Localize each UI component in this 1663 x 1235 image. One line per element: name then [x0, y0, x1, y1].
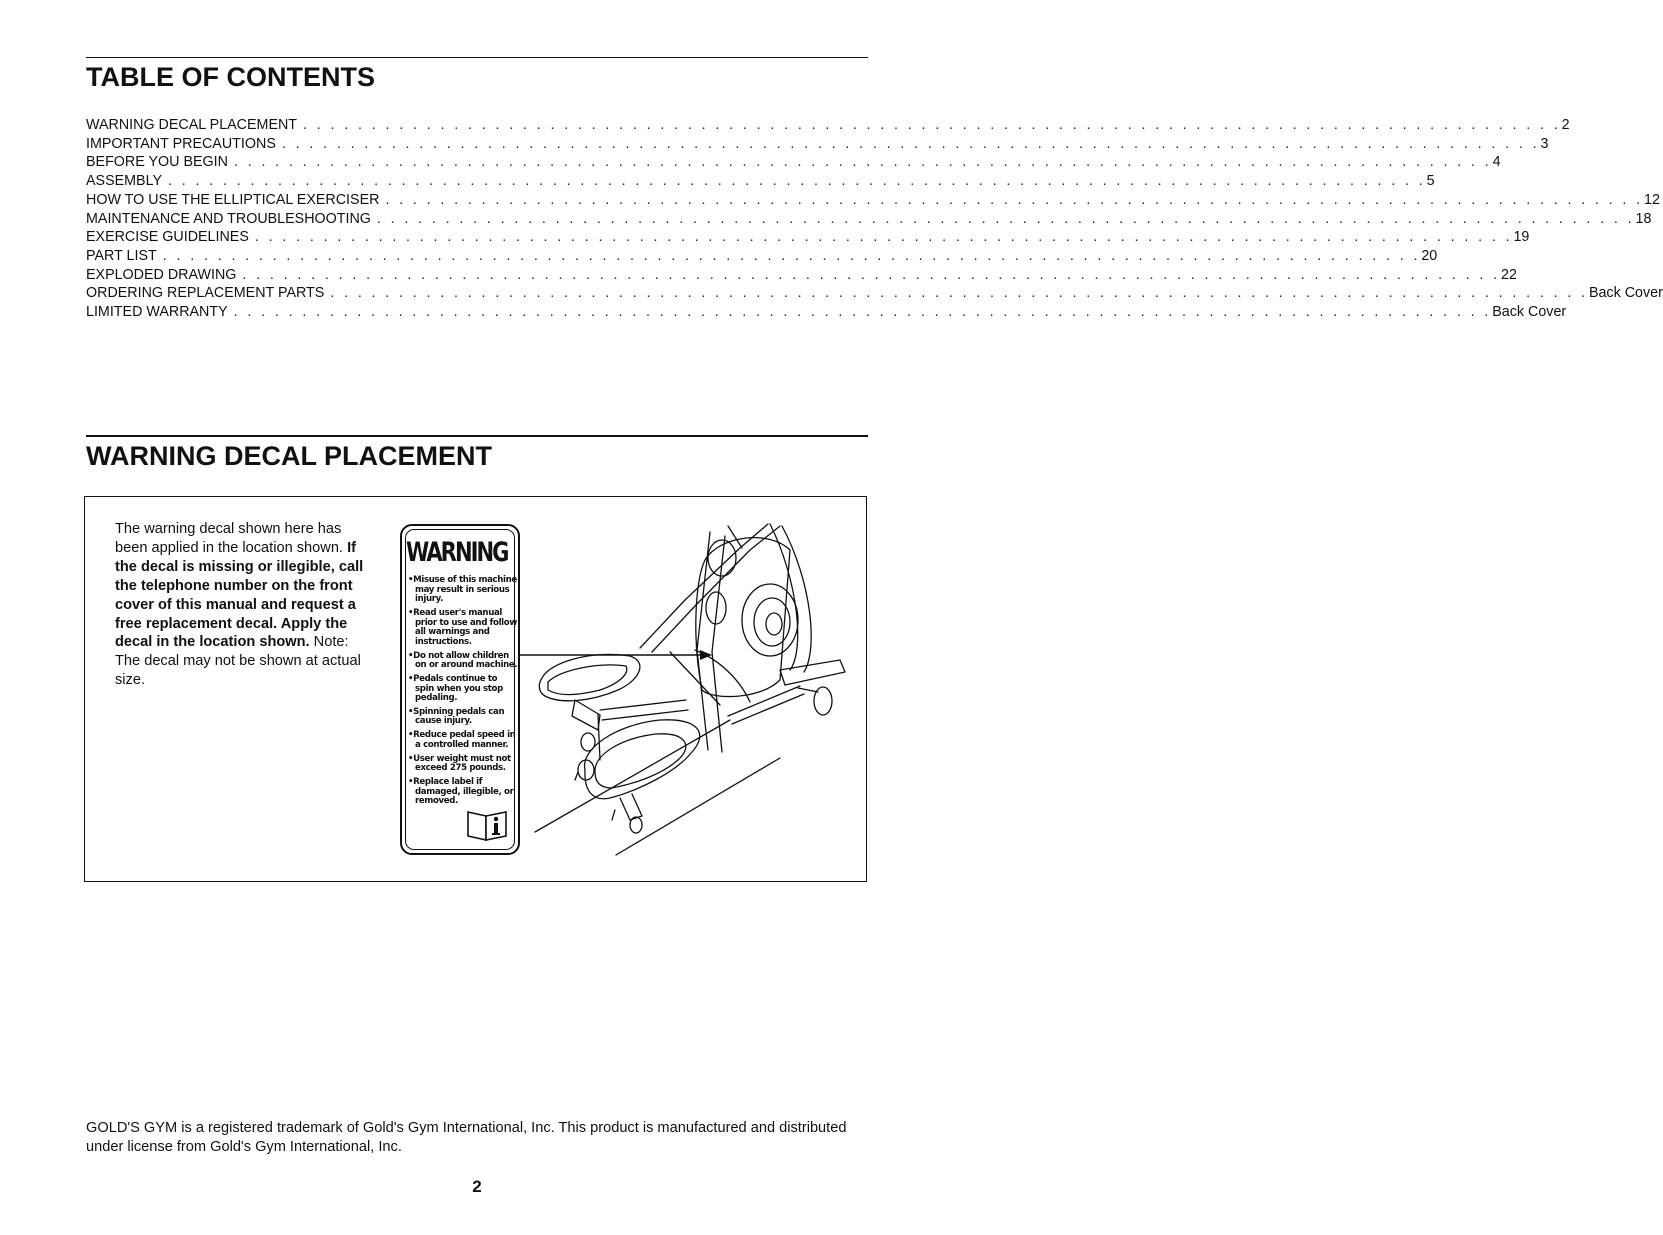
decal-warning-item: • Reduce pedal speed in a controlled manner.: [408, 731, 518, 750]
toc-entry-page: Back Cover: [1588, 285, 1663, 302]
top-rule: [86, 57, 868, 58]
toc-entry[interactable]: [86, 247, 1438, 266]
decal-warning-item: • Do not allow children on or around machine.: [408, 652, 518, 671]
toc-entry-page: Back Cover: [1492, 304, 1567, 321]
decal-header: [407, 534, 515, 570]
toc-list: [86, 116, 1663, 322]
toc-entry-title: IMPORTANT PRECAUTIONS: [86, 135, 276, 152]
toc-entry[interactable]: [86, 153, 1501, 172]
toc-leader-dots: . . . . . . . . . . . . . . . . . . . . . . . . . . . . . . . . . . . . . . . . . . . . . . . . . . . . . . . . . . . . . . . . . . . . . . . . . . . . . . . . . . . . . . . . . . . .: [162, 247, 1421, 264]
toc-leader-dots: . . . . . . . . . . . . . . . . . . . . . . . . . . . . . . . . . . . . . . . . . . . . . . . . . . . . . . . . . . . . . . . . . . . . . . . . . . . . . . . . . . . . . . . . . . . .: [385, 191, 1644, 208]
toc-leader-dots: . . . . . . . . . . . . . . . . . . . . . . . . . . . . . . . . . . . . . . . . . . . . . . . . . . . . . . . . . . . . . . . . . . . . . . . . . . . . . . . . . . . . . . . . . . . .: [254, 229, 1513, 246]
toc-entry-title: PART LIST: [86, 247, 157, 264]
toc-entry-title: ASSEMBLY: [86, 173, 163, 190]
elliptical-machine-drawing: [480, 520, 850, 860]
decal-warning-item: • User weight must not exceed 275 pounds.: [408, 755, 518, 774]
decal-instructions: [115, 520, 373, 690]
toc-entry[interactable]: [86, 210, 1652, 229]
toc-entry-page: 5: [1426, 173, 1435, 190]
toc-entry-title: EXPLODED DRAWING: [86, 266, 237, 283]
toc-entry[interactable]: [86, 191, 1660, 210]
toc-leader-dots: . . . . . . . . . . . . . . . . . . . . . . . . . . . . . . . . . . . . . . . . . . . . . . . . . . . . . . . . . . . . . . . . . . . . . . . . . . . . . . . . . . . . . . . . . . . .: [233, 154, 1492, 171]
toc-leader-dots: . . . . . . . . . . . . . . . . . . . . . . . . . . . . . . . . . . . . . . . . . . . . . . . . . . . . . . . . . . . . . . . . . . . . . . . . . . . . . . . . . . . . . . . . . . . .: [242, 266, 1501, 283]
decal-warning-item: • Read user's manual prior to use and follow all warnings and instructions.: [408, 609, 518, 647]
toc-title: TABLE OF CONTENTS: [86, 62, 375, 92]
section-rule: [86, 435, 868, 437]
decal-warning-item: • Replace label if damaged, illegible, or removed.: [408, 778, 518, 807]
decal-note-text: Note: The decal may not be shown at actual size.: [115, 634, 361, 689]
decal-warning-item: • Misuse of this machine may result in serious injury.: [408, 576, 518, 605]
toc-entry-title: ORDERING REPLACEMENT PARTS: [86, 285, 325, 302]
decal-warning-item: • Spinning pedals can cause injury.: [408, 708, 518, 727]
toc-entry-title: MAINTENANCE AND TROUBLESHOOTING: [86, 210, 371, 227]
toc-entry-title: HOW TO USE THE ELLIPTICAL EXERCISER: [86, 191, 380, 208]
warning-decal: [400, 524, 520, 855]
toc-entry[interactable]: [86, 228, 1530, 247]
toc-entry-page: 12: [1644, 191, 1660, 208]
manual-info-icon: [466, 808, 508, 842]
page-number: 2: [472, 1177, 482, 1196]
toc-entry-title: LIMITED WARRANTY: [86, 304, 228, 321]
trademark-note: GOLD'S GYM is a registered trademark of Gold's Gym International, Inc. This product is manufactured and distributed under license from Gold's Gym International, Inc.: [86, 1120, 847, 1155]
toc-leader-dots: . . . . . . . . . . . . . . . . . . . . . . . . . . . . . . . . . . . . . . . . . . . . . . . . . . . . . . . . . . . . . . . . . . . . . . . . . . . . . . . . . . . . . . . . . . . .: [168, 173, 1426, 190]
toc-entry-page: 20: [1421, 247, 1438, 264]
toc-entry-title: EXERCISE GUIDELINES: [86, 229, 249, 246]
toc-entry-page: 2: [1561, 117, 1570, 133]
toc-entry-page: 18: [1635, 210, 1652, 227]
toc-entry[interactable]: [86, 266, 1517, 285]
toc-leader-dots: . . . . . . . . . . . . . . . . . . . . . . . . . . . . . . . . . . . . . . . . . . . . . . . . . . . . . . . . . . . . . . . . . . . . . . . . . . . . . . . . . . . . . . . . . . . .: [376, 210, 1635, 227]
decal-warning-item: • Pedals continue to spin when you stop pedaling.: [408, 675, 518, 704]
toc-entry[interactable]: [86, 116, 1570, 135]
toc-entry[interactable]: [86, 135, 1549, 154]
toc-entry[interactable]: [86, 172, 1435, 191]
toc-entry[interactable]: [86, 284, 1663, 303]
decal-heading: WARNING: [406, 536, 508, 568]
toc-leader-dots: . . . . . . . . . . . . . . . . . . . . . . . . . . . . . . . . . . . . . . . . . . . . . . . . . . . . . . . . . . . . . . . . . . . . . . . . . . . . . . . . . . . . . . . . . . . .: [330, 285, 1588, 302]
toc-entry-title: BEFORE YOU BEGIN: [86, 154, 228, 171]
toc-entry-page: 19: [1513, 229, 1530, 246]
warning-section-title: WARNING DECAL PLACEMENT: [86, 441, 493, 471]
toc-leader-dots: . . . . . . . . . . . . . . . . . . . . . . . . . . . . . . . . . . . . . . . . . . . . . . . . . . . . . . . . . . . . . . . . . . . . . . . . . . . . . . . . . . . . . . . . . . . .: [303, 117, 1561, 133]
decal-intro-text: The warning decal shown here has been applied in the location shown.: [115, 521, 343, 556]
toc-entry[interactable]: [86, 303, 1567, 322]
toc-entry-page: 22: [1501, 266, 1517, 283]
toc-leader-dots: . . . . . . . . . . . . . . . . . . . . . . . . . . . . . . . . . . . . . . . . . . . . . . . . . . . . . . . . . . . . . . . . . . . . . . . . . . . . . . . . . . . . . . . . . . . .: [233, 304, 1492, 321]
decal-bold-text: If the decal is missing or illegible, call the telephone number on the front cover of this manual and request a free replacement decal. Apply the decal in the location shown.: [115, 539, 364, 651]
toc-entry-title: WARNING DECAL PLACEMENT: [86, 117, 298, 133]
toc-entry-page: 4: [1492, 154, 1501, 171]
toc-entry-page: 3: [1540, 135, 1549, 152]
toc-leader-dots: . . . . . . . . . . . . . . . . . . . . . . . . . . . . . . . . . . . . . . . . . . . . . . . . . . . . . . . . . . . . . . . . . . . . . . . . . . . . . . . . . . . . . . . . . . . .: [281, 135, 1540, 152]
decal-warning-list: [408, 576, 518, 811]
